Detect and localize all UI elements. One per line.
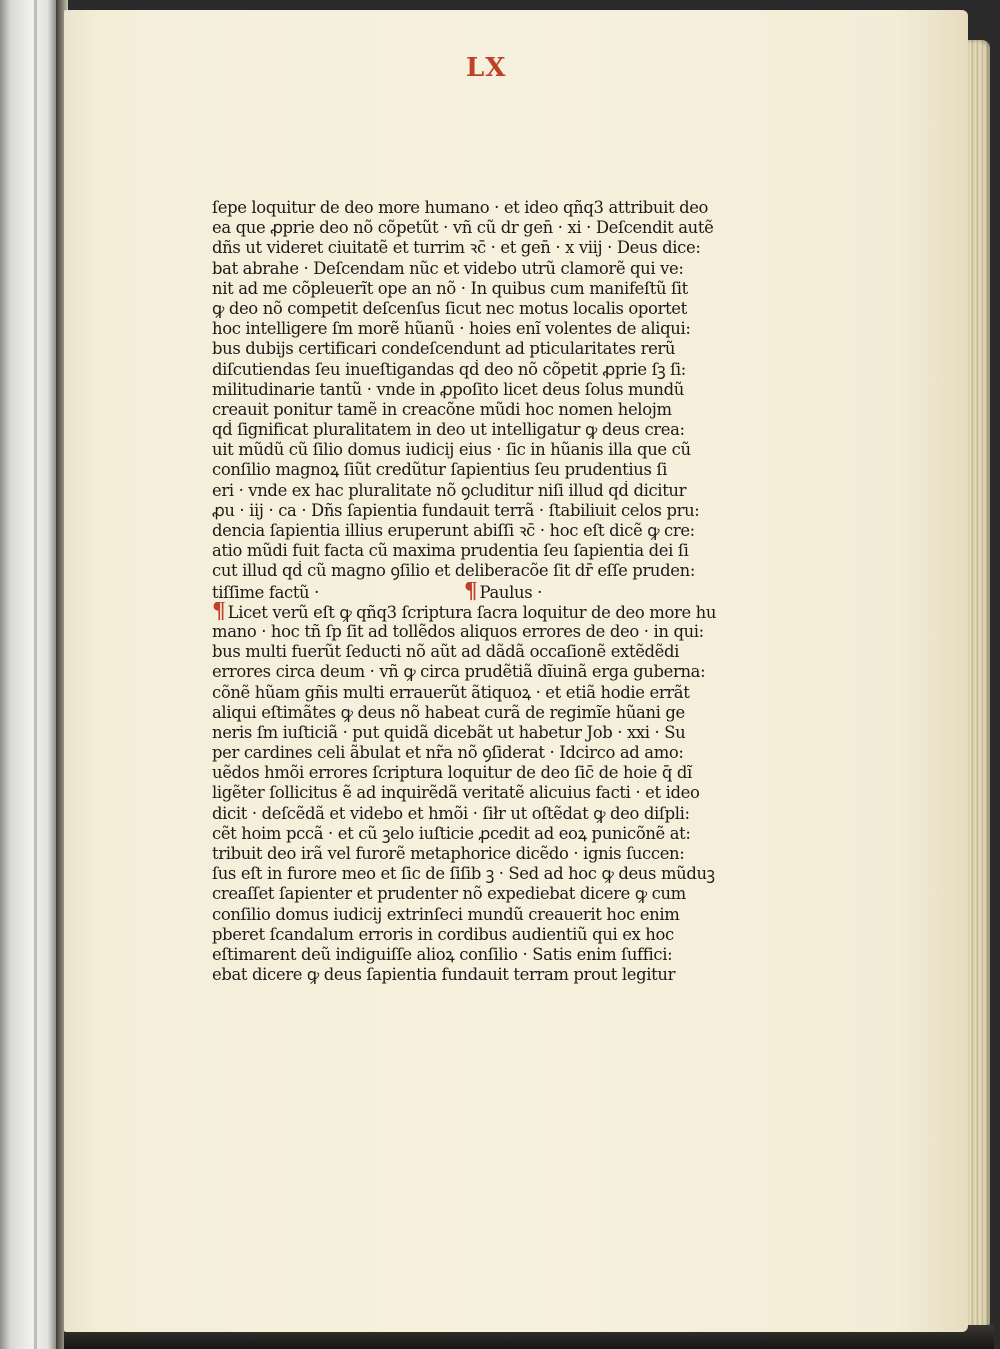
text-line: uit mũdũ cũ ſilio domus iudicij eius · ſic in hũanis illa que cũ [212,440,691,460]
text-line: qḋ ſignificat pluralitatem in deo ut intelligatur ꝙ deus crea: [212,420,685,440]
text-line: eſtimarent deũ indiguiſſe alioꝝ conſilio · Satis enim ſuffici: [212,944,673,964]
text-line: per cardines celi ãbulat et nr̃a nõ ꝯſiderat · Idcirco ad amo: [212,743,684,763]
text-line: diſcutiendas ſeu inueſtigandas qḋ deo nõ cõpetit ꝓprie ſꝫ ſi: [212,359,686,379]
text-line: aliqui eſtimãtes ꝙ deus nõ habeat curã de regimĩe hũani ge [212,702,685,722]
text-line: ꝙ deo nõ competit deſcenſus ſicut nec motus localis oportet [212,298,687,318]
rubric-initial-icon: ¶ [212,601,226,622]
pilcrow-icon: ¶ [463,581,478,602]
text-line: atio mũdi fuit facta cũ maxima prudentia ſeu ſapientia dei ſi [212,541,689,561]
text-line: cẽt hoim pccã · et cũ ꝫelo iuſticie ꝓcedit ad eoꝝ punicõnẽ at: [212,823,691,843]
text-line: eri · vnde ex hac pluralitate nõ ꝯcluditur niſi illud qḋ dicitur [212,480,687,500]
text-line: conſilio domus iudicij extrinſeci mundũ creauerit hoc enim [212,904,680,924]
text-line-with-heading [212,582,742,602]
text-line: cut illud qḋ cũ magno ꝯſilio et deliberacõe ſit dr̄ eſſe pruden: [212,561,696,581]
folio-number-text: LX [466,53,507,83]
text-line: ebat dicere ꝙ deus ſapientia fundauit terram prout legitur [212,965,676,985]
text-line-end: tiſſime factũ · [212,582,319,602]
text-line: conſilio magnoꝝ ſiũt credũtur ſapientius ſeu prudentius ſi [212,460,668,480]
text-block [212,198,742,985]
text-line: mano · hoc tñ ſp ſit ad tollẽdos aliquos errores de deo · in qui: [212,621,704,641]
text-line: ſus eſt in furore meo et ſic de ſiſib ꝫ · Sed ad hoc ꝙ deus mũduꝫ [212,864,715,884]
text-line: creauit ponitur tamẽ in creacõne mũdi hoc nomen helojm [212,399,672,419]
text-line: ſepe loquitur de deo more humano · et ideo qñq3 attribuit deo [212,198,709,217]
text-line: Licet verũ eſt ꝙ qñq3 ſcriptura ſacra loquitur de deo more hu [227,602,717,622]
section-heading-text: Paulus · [479,582,542,602]
text-line: errores circa deum · vñ ꝙ circa prudẽtiã dĩuinã erga guberna: [212,662,706,682]
text-line: hoc intelligere ſm morẽ hũanũ · hoies enĩ volentes de aliqui: [212,319,691,339]
text-line: bus multi fuerũt ſeducti nõ aũt ad dãdã occaſionẽ extẽdẽdi [212,642,680,662]
text-line-initial [212,602,742,622]
folio-number [466,54,506,82]
text-line: bus dubijs certificari condeſcendunt ad pticularitates rerũ [212,339,676,359]
text-line: militudinarie tantũ · vnde in ꝓpoſito licet deus ſolus mundũ [212,379,684,399]
left-page-edge [0,0,58,1349]
text-line: ꝓu · iij · ca · Dñs ſapientia fundauit terrã · ſtabiliuit celos pru: [212,500,700,520]
text-line: cõnẽ hũam gñis multi errauerũt ãtiquoꝝ · et etiã hodie errãt [212,682,690,702]
text-line: bat abrahe · Deſcendam nũc et videbo utrũ clamorẽ qui ve: [212,258,684,278]
text-line: dicit · deſcẽdã et videbo et hmõi · ſiłr ut oſtẽdat ꝙ deo diſpli: [212,803,690,823]
text-line: neris ſm iuſticiã · put quidã dicebãt ut habetur Job · xxi · Su [212,722,686,742]
text-line: pberet ſcandalum erroris in cordibus audientiũ qui ex hoc [212,924,674,944]
text-line: nit ad me cõpleuerĩt ope an nõ · In quibus cum manifeſtũ ſit [212,278,688,298]
text-line: dñs ut videret ciuitatẽ et turrim ꝛc̄ · et gen̄ · x viij · Deus dice: [212,238,701,258]
left-page-fold [34,0,37,1349]
section-heading [464,582,542,602]
text-line: ea que ꝓprie deo nõ cõpetũt · vñ cũ dr gen̄ · xi · Deſcendit autẽ [212,218,714,238]
text-line: tribuit deo irã vel furorẽ metaphorice dicẽdo · ignis ſuccen: [212,844,685,863]
text-line: uẽdos hmõi errores ſcriptura loquitur de deo ſic̄ de hoie q̄ dĩ [212,763,692,783]
text-line: creaſſet ſapienter et prudenter nõ expediebat dicere ꝙ cum [212,884,686,904]
text-line: ligẽter ſollicitus ẽ ad inquirẽdã veritatẽ alicuius facti · et ideo [212,783,700,803]
text-line: dencia ſapientia illius eruperunt abiſſi ꝛc̄ · hoc eſt dicẽ ꝙ cre: [212,521,695,540]
